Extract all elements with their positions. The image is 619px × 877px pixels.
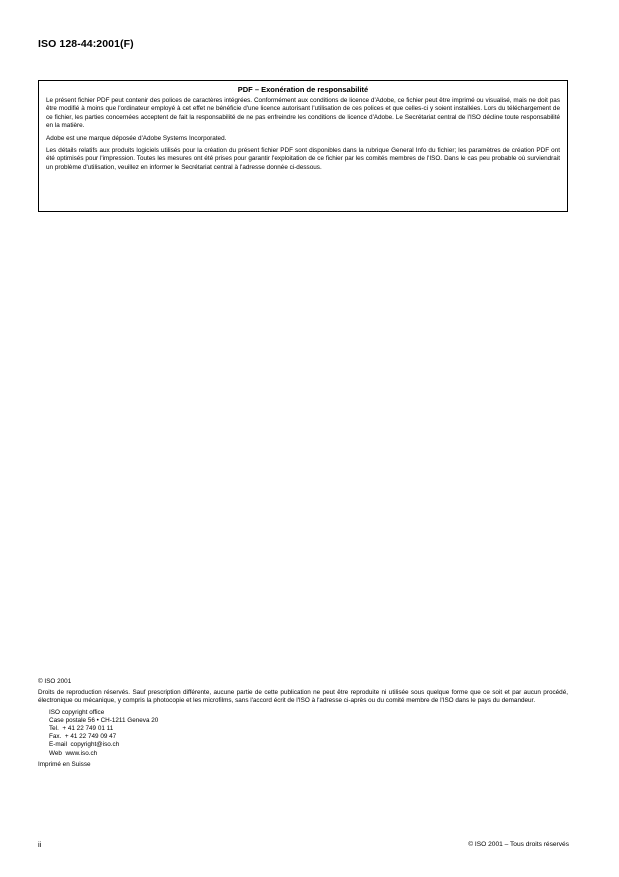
reproduction-rights-text: Droits de reproduction réservés. Sauf prescription différente, aucune partie de cette publication ne peut être reproduite ni utilisée sous quelque forme que ce soit et par aucun procédé, électronique ou mécanique, y compris la photocopie et les microfilms, sans l'accord écrit de l'ISO à l'adresse ci-après ou du comité membre de l'ISO dans le pays du demandeur. (38, 689, 568, 705)
footer-rights-notice: © ISO 2001 – Tous droits réservés (468, 841, 569, 848)
copyright-notice: © ISO 2001 (38, 678, 72, 685)
email-address[interactable]: E-mail copyright@iso.ch (49, 741, 120, 749)
website-link[interactable]: Web www.iso.ch (49, 749, 98, 757)
disclaimer-paragraph-software: Les détails relatifs aux produits logiciels utilisés pour la création du présent fichier PDF sont disponibles dans la rubrique General Info du fichier; les paramètres de création PDF ont été optimisés pour l'impression. Toutes les mesures ont été prises pour garantir l'exploitation de ce fichier par les comités membres de l'ISO. Dans le cas peu probable où surviendrait un problème d'utilisation, veuillez en informer le Secrétariat central à l'adresse donnée ci-dessous. (46, 147, 560, 171)
page-number: ii (38, 840, 42, 849)
pdf-disclaimer-box (38, 80, 568, 212)
document-reference: ISO 128-44:2001(F) (38, 38, 134, 50)
disclaimer-paragraph-trademark: Adobe est une marque déposée d'Adobe Systems Incorporated. (46, 134, 227, 142)
copyright-office-address (49, 709, 568, 758)
disclaimer-title: PDF – Exonération de responsabilité (237, 85, 369, 94)
office-name: ISO copyright office (49, 708, 105, 716)
disclaimer-paragraph-fonts: Le présent fichier PDF peut contenir des polices de caractères intégrées. Conformément aux conditions de licence d'Adobe, ce fichier peut être imprimé ou visualisé, mais ne doit pas être modifié à moins que l'ordinateur employé à cet effet ne bénéficie d'une licence autorisant l'utilisation de ces polices et que celles-ci y soient installées. Lors du téléchargement de ce fichier, les parties concernées acceptent de fait la responsabilité de ne pas enfreindre les conditions de licence d'Adobe. Le Secrétariat central de l'ISO décline toute responsabilité en la matière. (46, 97, 560, 130)
telephone: Tel. + 41 22 749 01 11 (49, 725, 114, 733)
fax: Fax. + 41 22 749 09 47 (49, 733, 117, 741)
postal-address: Case postale 56 • CH-1211 Geneva 20 (49, 716, 159, 724)
printed-in: Imprimé en Suisse (38, 760, 91, 768)
copyright-section (38, 678, 568, 769)
